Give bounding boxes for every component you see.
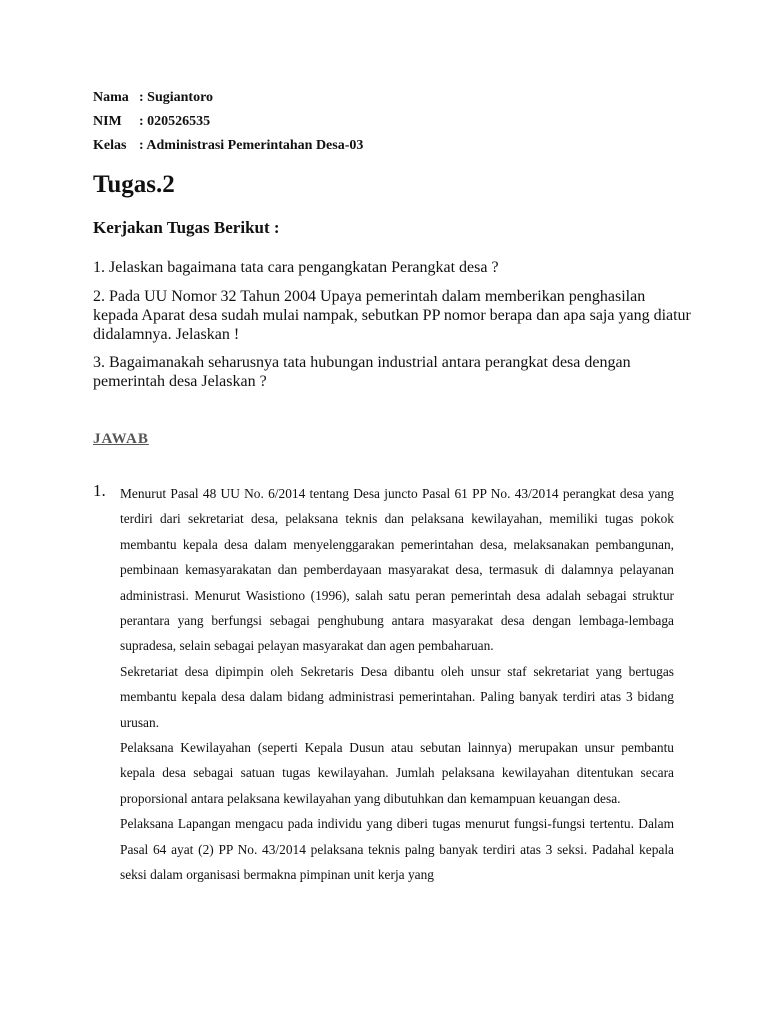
answer-body	[120, 481, 674, 888]
question-1: 1. Jelaskan bagaimana tata cara pengangkatan Perangkat desa ?	[93, 259, 499, 276]
nama-label: Nama	[93, 90, 129, 105]
answer-number: 1.	[93, 481, 106, 500]
instruction-heading: Kerjakan Tugas Berikut :	[93, 218, 280, 237]
nim-value: : 020526535	[139, 114, 211, 129]
student-info	[93, 86, 363, 158]
nim-label: NIM	[93, 114, 122, 129]
question-2: 2. Pada UU Nomor 32 Tahun 2004 Upaya pemerintah dalam memberikan penghasilan kepada Aparat desa sudah mulai nampak, sebutkan PP nomor berapa dan apa saja yang diatur didalamnya. Jelaskan !	[93, 288, 691, 343]
question-3: 3. Bagaimanakah seharusnya tata hubungan industrial antara perangkat desa dengan pemerintah desa Jelaskan ?	[93, 354, 631, 390]
document-title: Tugas.2	[93, 171, 175, 198]
answer-paragraph: Pelaksana Lapangan mengacu pada individu yang diberi tugas menurut fungsi-fungsi tertentu. Dalam Pasal 64 ayat (2) PP No. 43/2014 pelaksana teknis palng banyak terdiri atas 3 seksi. Padahal kepala seksi dalam organisasi bermakna pimpinan unit kerja yang	[120, 816, 674, 883]
nim-row	[93, 110, 363, 134]
kelas-label: Kelas	[93, 138, 127, 153]
kelas-value: : Administrasi Pemerintahan Desa-03	[139, 138, 364, 153]
answer-paragraph: Pelaksana Kewilayahan (seperti Kepala Dusun atau sebutan lainnya) merupakan unsur pembantu kepala desa sebagai satuan tugas kewilayahan. Jumlah pelaksana kewilayahan ditentukan secara proporsional antara pelaksana kewilayahan yang dibutuhkan dan kemampuan keuangan desa.	[120, 740, 674, 806]
kelas-row	[93, 134, 363, 158]
answer-paragraph: Sekretariat desa dipimpin oleh Sekretaris Desa dibantu oleh unsur staf sekretariat yang bertugas membantu kepala desa dalam bidang administrasi pemerintahan. Paling banyak terdiri atas 3 bidang urusan.	[120, 663, 674, 730]
nama-row	[93, 86, 363, 110]
nama-value: : Sugiantoro	[139, 90, 214, 105]
answer-paragraph: Menurut Pasal 48 UU No. 6/2014 tentang Desa juncto Pasal 61 PP No. 43/2014 perangkat desa yang terdiri dari sekretariat desa, pelaksana teknis dan pelaksana kewilayahan, memiliki tugas pokok membantu kepala desa dalam menyelenggarakan pemerintahan desa, melaksanakan pembangunan, pembinaan kemasyarakatan dan pemberdayaan masyarakat desa, termasuk di dalamnya pelayanan administrasi. Menurut Wasistiono (1996), salah satu peran pemerintah desa adalah sebagai struktur perantara yang berfungsi sebagai penghubung antara masyarakat desa dengan lembaga-lembaga supradesa, selain sebagai pelayan masyarakat dan agen pembaharuan.	[120, 486, 674, 654]
answer-heading: JAWAB	[93, 431, 149, 447]
